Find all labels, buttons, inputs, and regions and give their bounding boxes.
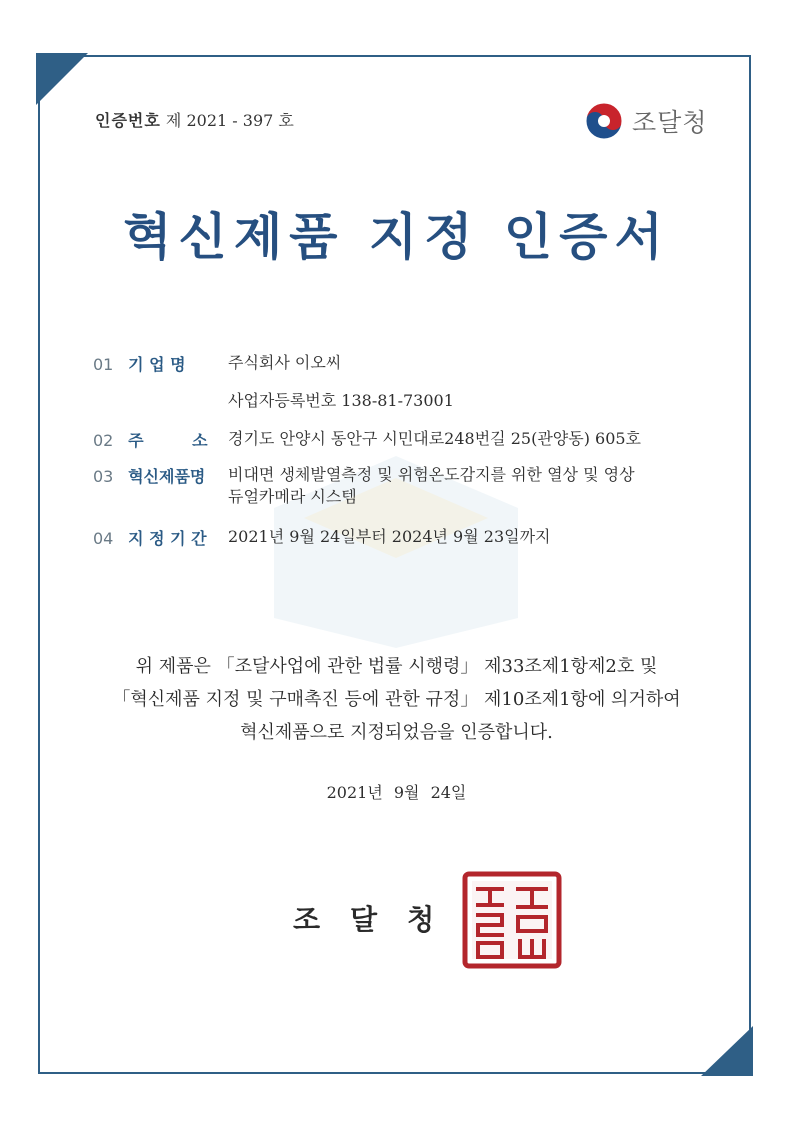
field-product-number: 03 xyxy=(93,467,114,486)
field-period xyxy=(93,526,551,549)
field-company-value: 주식회사 이오씨 xyxy=(228,353,342,372)
field-address-value: 경기도 안양시 동안구 시민대로248번길 25(관양동) 605호 xyxy=(228,429,642,448)
field-address-label-b: 소 xyxy=(192,431,208,450)
certificate-number-label: 인증번호 xyxy=(95,111,161,130)
field-product-label: 혁신제품명 xyxy=(128,467,206,486)
field-product-value xyxy=(228,464,635,508)
field-period-number: 04 xyxy=(93,529,114,548)
certificate-number xyxy=(95,108,294,131)
field-address-label-a: 주 xyxy=(128,431,144,450)
official-seal xyxy=(462,871,562,969)
field-address-label xyxy=(128,428,231,451)
field-product xyxy=(93,464,635,506)
agency-logo xyxy=(584,101,707,141)
corner-decoration-bottom-right xyxy=(701,1026,753,1076)
field-company-number: 01 xyxy=(93,355,114,374)
taegeuk-icon xyxy=(584,101,624,141)
issuer-name: 조달청 xyxy=(293,903,465,936)
certification-statement-line3: 혁신제품으로 지정되었음을 인증합니다. xyxy=(240,722,553,743)
corner-decoration-top-left xyxy=(36,53,88,105)
certificate-number-value: 제 2021 - 397 호 xyxy=(165,111,294,130)
issue-date: 2021년 9월 24일 xyxy=(326,783,467,802)
field-address-number: 02 xyxy=(93,431,114,450)
certification-statement-line2: 「혁신제품 지정 및 구매촉진 등에 관한 규정」 제10조제1항에 의거하여 xyxy=(112,689,681,710)
field-address xyxy=(93,428,642,451)
business-registration-number: 사업자등록번호 138-81-73001 xyxy=(228,391,454,410)
certificate-title: 혁신제품 지정 인증서 xyxy=(123,207,670,266)
field-product-line1: 비대면 생체발열측정 및 위험온도감지를 위한 열상 및 영상 xyxy=(228,465,635,484)
field-company xyxy=(93,352,342,375)
field-product-line2: 듀얼카메라 시스템 xyxy=(228,487,357,506)
certification-statement-line1: 위 제품은 「조달사업에 관한 법률 시행령」 제33조제1항제2호 및 xyxy=(135,656,658,677)
field-period-label: 지 정 기 간 xyxy=(128,529,207,548)
field-period-value: 2021년 9월 24일부터 2024년 9월 23일까지 xyxy=(228,527,551,546)
agency-logo-text: 조달청 xyxy=(632,108,708,137)
field-company-label: 기 업 명 xyxy=(128,355,186,374)
certification-statement xyxy=(0,650,793,749)
